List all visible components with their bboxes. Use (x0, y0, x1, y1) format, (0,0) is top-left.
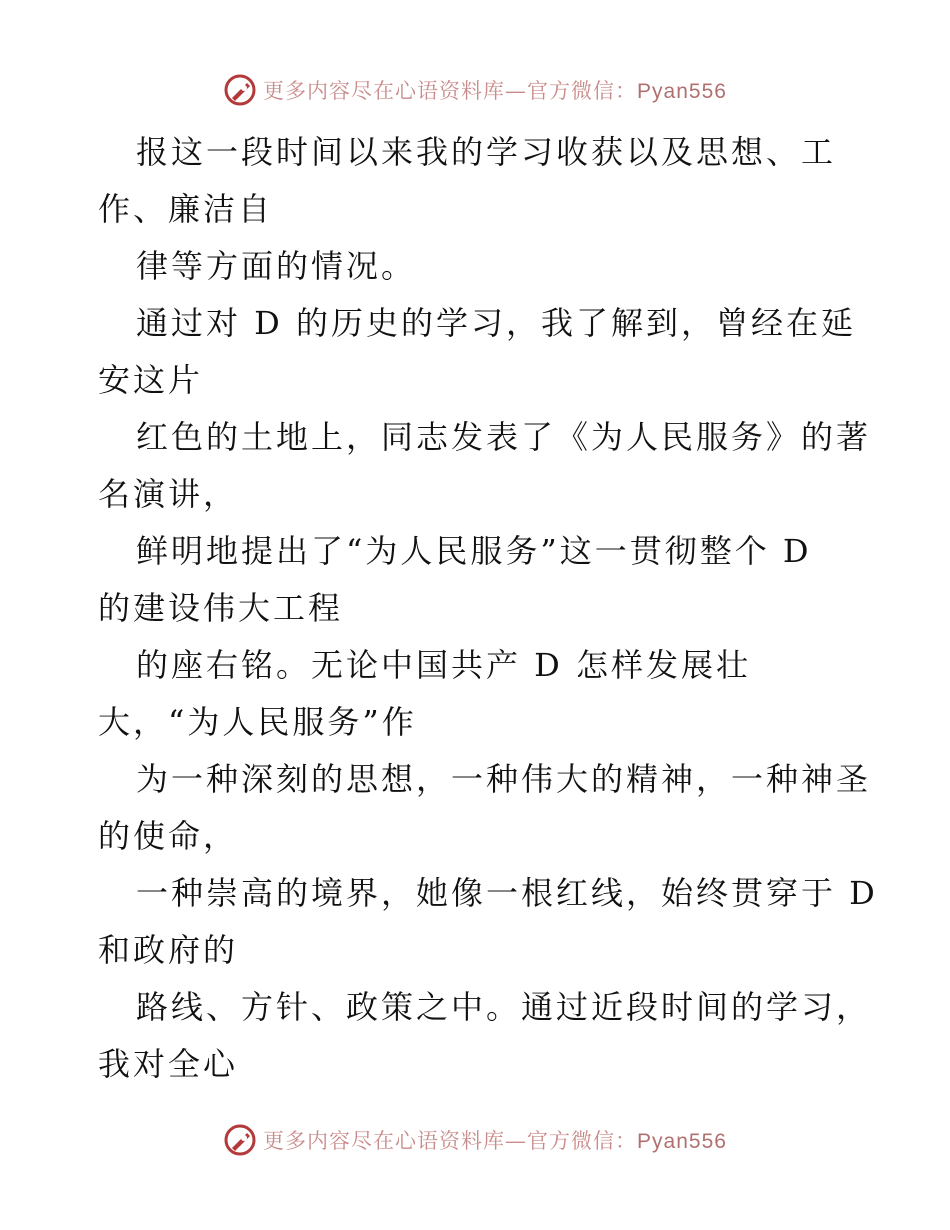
banner-text: 更多内容尽在心语资料库—官方微信：Pyan556 (263, 1129, 727, 1153)
text-line: 路线、方针、政策之中。通过近段时间的学习， (136, 988, 872, 1026)
text-line: 报这一段时间以来我的学习收获以及思想、工 (136, 133, 837, 171)
text-line: 的座右铭。无论中国共产 D 怎样发展壮 (136, 646, 752, 684)
text-line: 作、廉洁自 (98, 190, 274, 228)
text-line: 律等方面的情况。 (136, 247, 417, 285)
text-line: 通过对 D 的历史的学习，我了解到，曾经在延 (136, 304, 857, 342)
pen-logo-icon (223, 1123, 257, 1157)
text-line: 的建设伟大工程 (98, 589, 344, 627)
text-line: 为一种深刻的思想，一种伟大的精神，一种神圣 (136, 760, 872, 798)
text-line: 我对全心 (98, 1045, 239, 1083)
text-line: 红色的土地上，同志发表了《为人民服务》的著 (136, 418, 872, 456)
text-line: 一种崇高的境界，她像一根红线，始终贯穿于 D (136, 874, 878, 912)
text-line: 名演讲， (98, 475, 239, 513)
text-line: 大，“为人民服务”作 (98, 703, 417, 741)
pen-logo-icon (223, 73, 257, 107)
banner-text: 更多内容尽在心语资料库—官方微信：Pyan556 (263, 79, 727, 103)
text-line: 的使命， (98, 817, 239, 855)
footer-banner (0, 1120, 950, 1160)
text-line: 鲜明地提出了“为人民服务”这一贯彻整个 D (136, 532, 812, 570)
text-line: 和政府的 (98, 931, 239, 969)
document-body (98, 124, 878, 1093)
text-line: 安这片 (98, 361, 204, 399)
header-banner (0, 70, 950, 110)
